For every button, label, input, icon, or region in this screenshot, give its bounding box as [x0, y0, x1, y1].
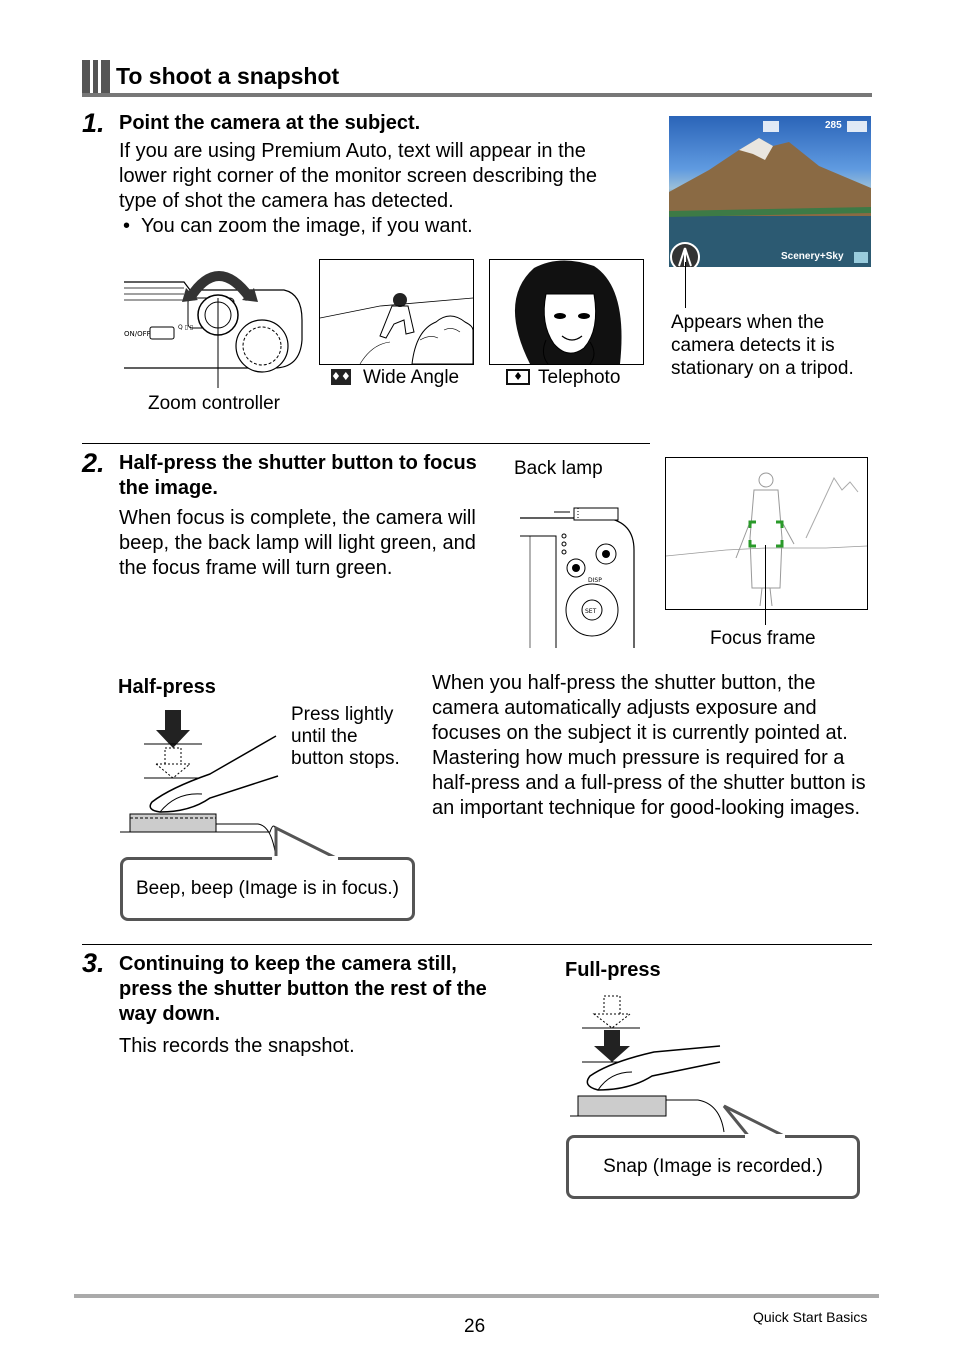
- svg-text:ON/OFF: ON/OFF: [124, 330, 151, 338]
- wide-angle-label: Wide Angle: [363, 367, 460, 388]
- bubble-joint-2: [745, 1134, 785, 1138]
- halfpress-bubble: [120, 857, 415, 921]
- tripod-caption: Appears when the camera detects it is stationary on a tripod.: [671, 312, 854, 379]
- step-1-number: 1.: [82, 108, 105, 138]
- footer-rule: [74, 1294, 879, 1298]
- monitor-shot-count: 285: [825, 120, 842, 131]
- step-1-bullet-marker: •: [123, 215, 131, 237]
- back-lamp-label: Back lamp: [514, 458, 603, 479]
- step-3-heading: Continuing to keep the camera still, press the shutter button the rest of the way down.: [119, 953, 487, 1025]
- disp-label: DISP: [588, 577, 602, 584]
- set-label: SET: [585, 608, 597, 615]
- fullpress-title: Full-press: [565, 959, 661, 981]
- step-1-body: If you are using Premium Auto, text will appear in the lower right corner of the monitor screen describing the type of shot the camera has detected.: [119, 140, 598, 212]
- bubble-joint-1: [272, 856, 338, 860]
- telephoto-label: Telephoto: [538, 367, 621, 388]
- section-title: To shoot a snapshot: [116, 63, 340, 89]
- svg-text:Q ▯ ▯: Q ▯ ▯: [178, 324, 194, 331]
- monitor-screen: [669, 116, 871, 267]
- fullpress-bubble-text: Snap (Image is recorded.): [603, 1156, 823, 1177]
- telephoto-image: [489, 259, 644, 365]
- camera-top-illustration: [124, 260, 306, 390]
- focus-frame-image: [665, 457, 868, 610]
- wide-angle-icon: ♦♦♦: [331, 370, 361, 383]
- step-1-heading: Point the camera at the subject.: [119, 112, 421, 134]
- monitor-scene-text: Scenery+Sky: [781, 251, 844, 262]
- halfpress-bubble-text: Beep, beep (Image is in focus.): [136, 878, 399, 899]
- step-3-number: 3.: [82, 948, 105, 978]
- step-3-body: This records the snapshot.: [119, 1035, 355, 1057]
- camera-back-illustration: [520, 500, 640, 650]
- halfpress-note: Press lightly until the button stops.: [291, 704, 400, 769]
- tripod-leader-line: [685, 262, 686, 308]
- step-1-bullet: You can zoom the image, if you want.: [141, 215, 473, 237]
- step-2-body: When focus is complete, the camera will beep, the back lamp will light green, and the focus frame will turn green.: [119, 507, 476, 579]
- footer-section: Quick Start Basics: [753, 1309, 868, 1325]
- divider-1: [82, 443, 650, 444]
- focus-frame-leader-line: [765, 545, 766, 625]
- divider-2: [82, 944, 872, 945]
- step-2-number: 2.: [82, 448, 105, 478]
- focus-frame-label: Focus frame: [710, 628, 816, 649]
- wide-angle-image: [319, 259, 474, 365]
- halfpress-title: Half-press: [118, 676, 216, 698]
- zoom-controller-label: Zoom controller: [148, 393, 280, 414]
- halfpress-explanation: When you half-press the shutter button, the camera automatically adjusts exposure and focuses on the subject it is currently pointed at. Mastering how much pressure is required for a half-press and a full-press of the shutter button is an important technique for good-looking images.: [432, 672, 866, 819]
- page-number: 26: [464, 1316, 486, 1337]
- telephoto-icon: ♦: [506, 369, 530, 385]
- fullpress-bubble: [566, 1135, 860, 1199]
- step-2-heading: Half-press the shutter button to focus the image.: [119, 452, 477, 499]
